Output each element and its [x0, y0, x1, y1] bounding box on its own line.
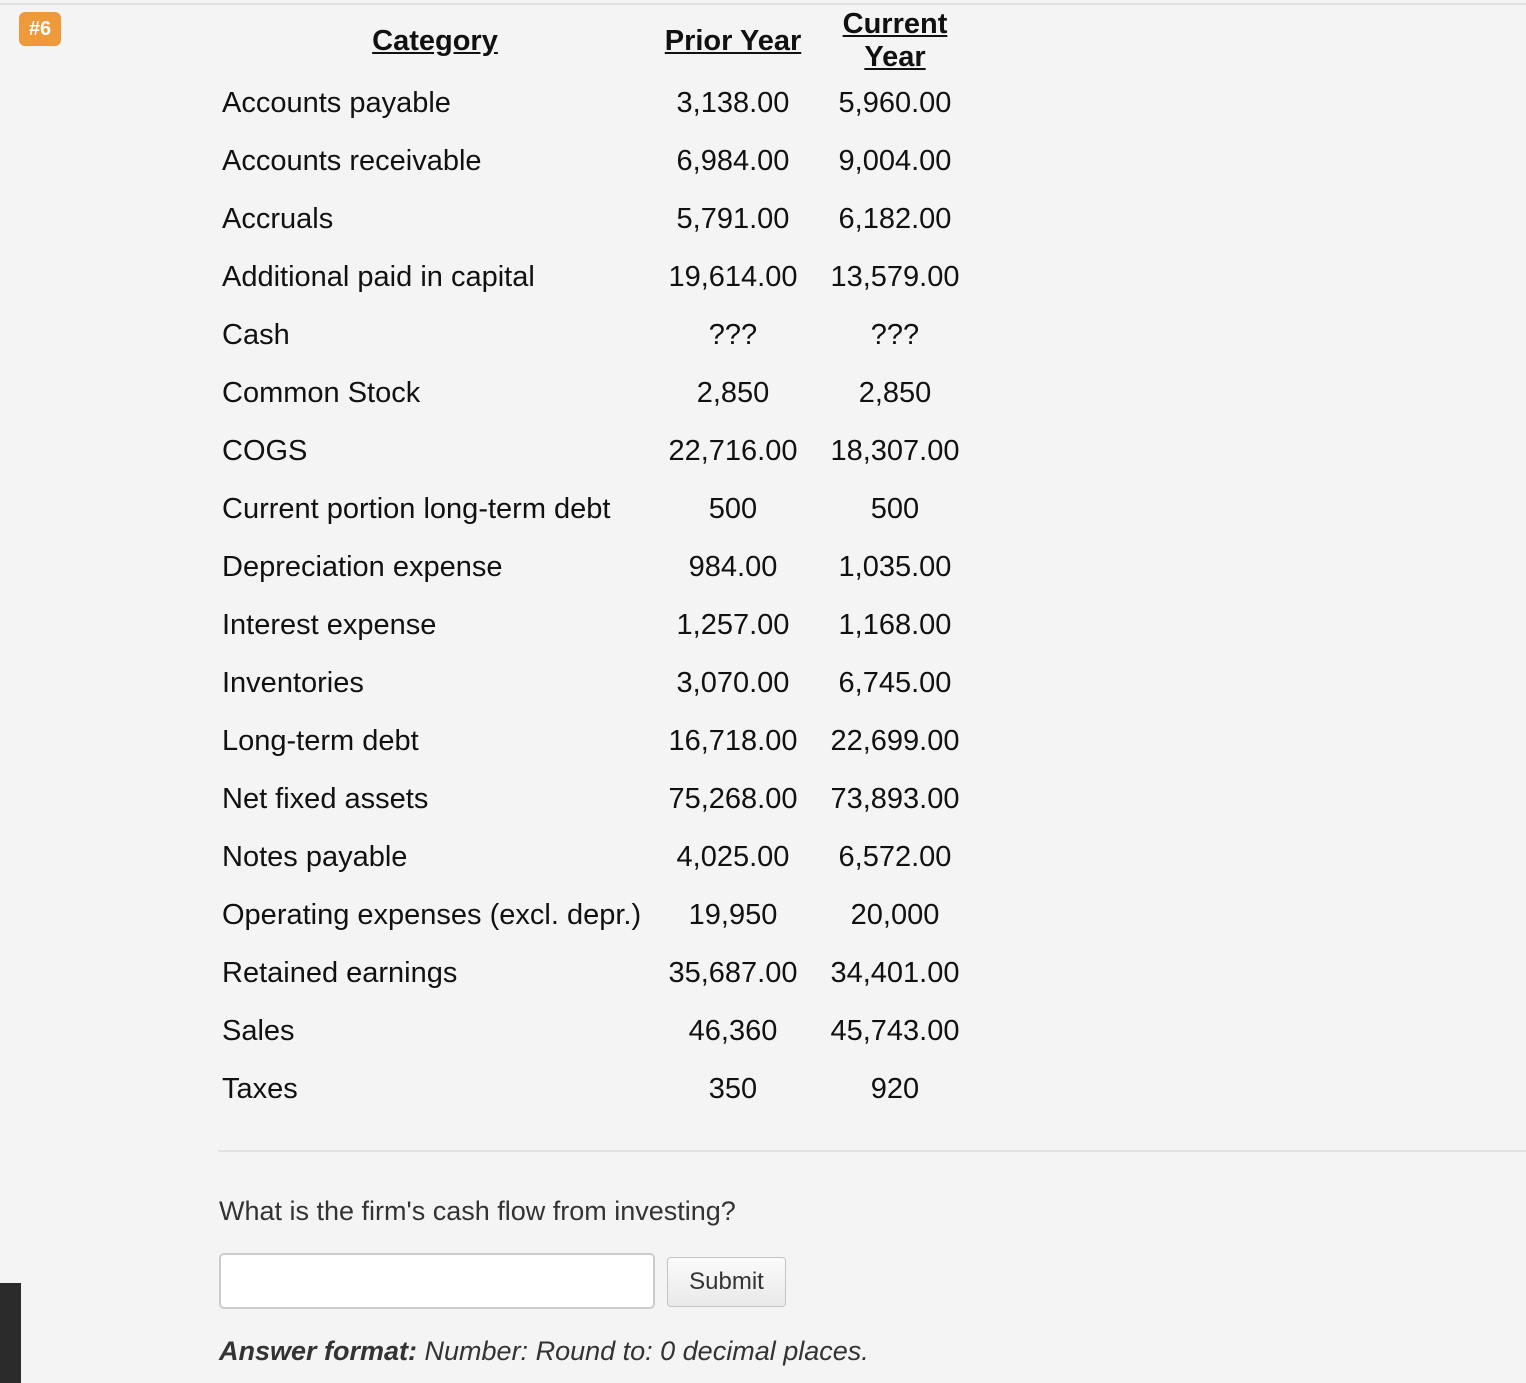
table-row	[218, 422, 976, 480]
table-row	[218, 828, 976, 886]
cell-prior-year: 1,257.00	[676, 608, 790, 641]
cell-category: Common Stock	[222, 376, 421, 409]
table-row	[218, 248, 976, 306]
cell-prior-year: 5,791.00	[676, 202, 790, 235]
top-divider	[0, 3, 1526, 5]
cell-current-year: 1,168.00	[838, 608, 952, 641]
table-row	[218, 1060, 976, 1118]
cell-category: Long-term debt	[222, 724, 419, 757]
cell-category: Cash	[222, 318, 290, 351]
cell-category: Operating expenses (excl. depr.)	[222, 898, 642, 931]
cell-current-year: 20,000	[850, 898, 940, 931]
cell-current-year: 500	[870, 492, 920, 525]
cell-category: Net fixed assets	[222, 782, 429, 815]
cell-category: Accounts payable	[222, 86, 451, 119]
answer-format-label: Answer format:	[219, 1336, 418, 1366]
header-category: Category	[372, 24, 498, 57]
cell-category: Depreciation expense	[222, 550, 503, 583]
table-row	[218, 886, 976, 944]
cell-category: Notes payable	[222, 840, 408, 873]
cell-prior-year: 35,687.00	[668, 956, 798, 989]
table-row	[218, 944, 976, 1002]
cell-prior-year: 3,070.00	[676, 666, 790, 699]
cell-prior-year: 19,950	[688, 898, 778, 931]
cell-current-year: 2,850	[858, 376, 932, 409]
table-row	[218, 480, 976, 538]
answer-format-text: Number: Round to: 0 decimal places.	[417, 1336, 869, 1366]
cell-prior-year: 22,716.00	[668, 434, 798, 467]
cell-current-year: ???	[870, 318, 920, 351]
cell-prior-year: 46,360	[688, 1014, 778, 1047]
cell-prior-year: 500	[708, 492, 758, 525]
table-row	[218, 306, 976, 364]
table-row	[218, 364, 976, 422]
table-body	[218, 74, 976, 1118]
cell-current-year: 73,893.00	[830, 782, 960, 815]
table-row	[218, 712, 976, 770]
cell-current-year: 22,699.00	[830, 724, 960, 757]
table-row	[218, 654, 976, 712]
cell-prior-year: 350	[708, 1072, 758, 1105]
cell-prior-year: 984.00	[688, 550, 778, 583]
cell-prior-year: 19,614.00	[668, 260, 798, 293]
cell-current-year: 45,743.00	[830, 1014, 960, 1047]
table-row	[218, 770, 976, 828]
cell-current-year: 6,572.00	[838, 840, 952, 873]
cell-prior-year: 3,138.00	[676, 86, 790, 119]
cell-current-year: 34,401.00	[830, 956, 960, 989]
cell-current-year: 18,307.00	[830, 434, 960, 467]
table-row	[218, 596, 976, 654]
cell-prior-year: 75,268.00	[668, 782, 798, 815]
cell-category: Inventories	[222, 666, 364, 699]
cell-category: Accounts receivable	[222, 144, 482, 177]
cell-category: Additional paid in capital	[222, 260, 535, 293]
cell-category: Sales	[222, 1014, 295, 1047]
left-edge-bar	[0, 1283, 21, 1383]
table-row	[218, 132, 976, 190]
cell-category: Current portion long-term debt	[222, 492, 611, 525]
question-text: What is the firm's cash flow from investing?	[219, 1196, 736, 1226]
table-row	[218, 190, 976, 248]
cell-current-year: 13,579.00	[830, 260, 960, 293]
cell-prior-year: 4,025.00	[676, 840, 790, 873]
cell-current-year: 5,960.00	[838, 86, 952, 119]
cell-prior-year: ???	[708, 318, 758, 351]
financial-data-table	[218, 8, 976, 1118]
cell-category: Retained earnings	[222, 956, 458, 989]
table-row	[218, 538, 976, 596]
cell-current-year: 6,745.00	[838, 666, 952, 699]
cell-category: Interest expense	[222, 608, 437, 641]
cell-current-year: 9,004.00	[838, 144, 952, 177]
table-header-row	[218, 8, 976, 74]
answer-input[interactable]	[219, 1253, 655, 1309]
section-divider	[218, 1150, 1526, 1152]
cell-prior-year: 16,718.00	[668, 724, 798, 757]
table-row	[218, 1002, 976, 1060]
cell-current-year: 6,182.00	[838, 202, 952, 235]
cell-category: Accruals	[222, 202, 334, 235]
answer-format-note	[219, 1336, 869, 1367]
cell-current-year: 920	[870, 1072, 920, 1105]
header-prior-year: Prior Year	[664, 24, 802, 57]
question-number-badge: #6	[19, 12, 61, 46]
table-row	[218, 74, 976, 132]
submit-button[interactable]: Submit	[667, 1257, 786, 1307]
cell-current-year: 1,035.00	[838, 550, 952, 583]
header-current-year: Current Year	[842, 8, 948, 73]
cell-category: Taxes	[222, 1072, 298, 1105]
cell-prior-year: 2,850	[696, 376, 770, 409]
cell-prior-year: 6,984.00	[676, 144, 790, 177]
cell-category: COGS	[222, 434, 308, 467]
